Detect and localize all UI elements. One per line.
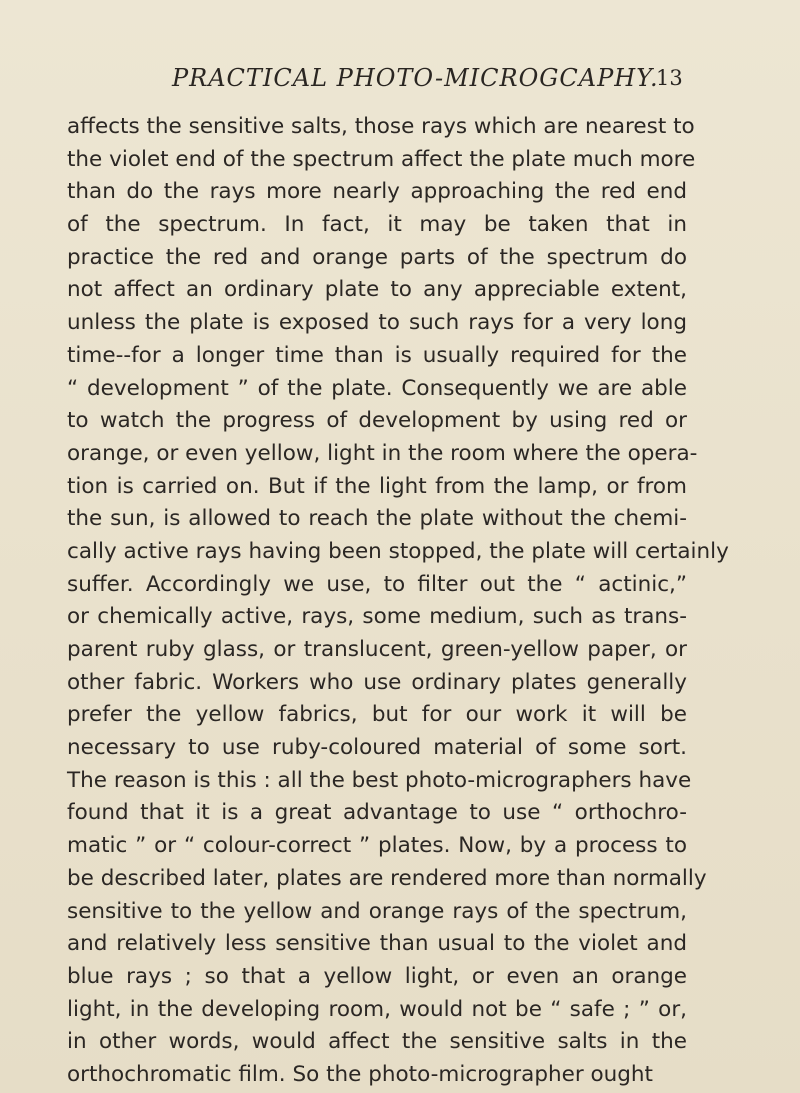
text-line: sensitive to the yellow and orange rays of the spectrum, [67, 898, 687, 924]
text-line: time--for a longer time than is usually required for the [67, 342, 687, 368]
text-line: light, in the developing room, would not be “ safe ; ” or, [67, 996, 687, 1022]
text-line: in other words, would affect the sensitive salts in the [67, 1029, 687, 1055]
text-line: orange, or even yellow, light in the room where the opera- [67, 440, 698, 466]
text-line: or chemically active, rays, some medium, such as trans- [67, 604, 687, 630]
text-line: practice the red and orange parts of the spectrum do [67, 244, 687, 270]
text-line: suffer. Accordingly we use, to filter out the “ actinic,” [67, 571, 687, 597]
text-line: matic ” or “ colour-correct ” plates. Now, by a process to [67, 833, 687, 859]
text-line: and relatively less sensitive than usual to the violet and [67, 931, 687, 957]
text-line: to watch the progress of development by using red or [67, 408, 687, 434]
text-line: other fabric. Workers who use ordinary plates generally [67, 669, 687, 695]
text-line: cally active rays having been stopped, the plate will certainly [67, 538, 729, 564]
body-text [67, 111, 729, 1092]
text-line: blue rays ; so that a yellow light, or even an orange [67, 963, 687, 989]
running-head: PRACTICAL PHOTO-MICROGCAPHY. [172, 64, 659, 92]
text-line: than do the rays more nearly approaching the red end [67, 179, 687, 205]
text-line: The reason is this : all the best photo-micrographers have [67, 767, 692, 793]
page-number: 13 [656, 66, 683, 90]
text-line: “ development ” of the plate. Consequently we are able [67, 375, 687, 401]
text-line: prefer the yellow fabrics, but for our work it will be [67, 702, 687, 728]
text-line: unless the plate is exposed to such rays for a very long [67, 310, 687, 336]
text-line: the violet end of the spectrum affect the plate much more [67, 146, 696, 172]
text-line: found that it is a great advantage to use “ orthochro- [67, 800, 687, 826]
text-line: not affect an ordinary plate to any appreciable extent, [67, 277, 687, 303]
text-line: of the spectrum. In fact, it may be taken that in [67, 212, 687, 238]
text-line: tion is carried on. But if the light from the lamp, or from [67, 473, 687, 499]
text-line: be described later, plates are rendered more than normally [67, 865, 707, 891]
text-line: necessary to use ruby-coloured material of some sort. [67, 735, 687, 761]
text-line: the sun, is allowed to reach the plate without the chemi- [67, 506, 687, 532]
text-line: parent ruby glass, or translucent, green-yellow paper, or [67, 637, 687, 662]
text-line: orthochromatic film. So the photo-micrographer ought [67, 1061, 653, 1087]
text-line: affects the sensitive salts, those rays which are nearest to [67, 114, 695, 139]
